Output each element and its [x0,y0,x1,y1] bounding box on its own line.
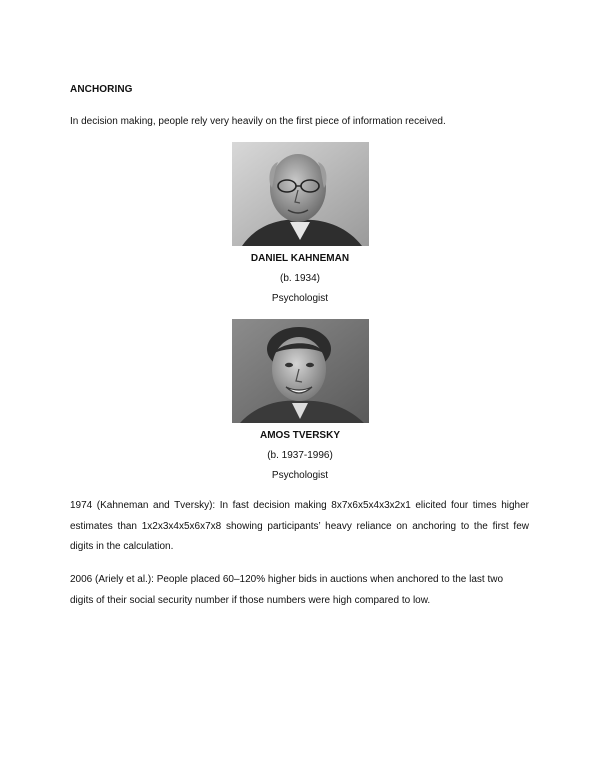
study-2006-paragraph: 2006 (Ariely et al.): People placed 60–120% higher bids in auctions when anchored to the last two digits of their social security number if those numbers were high compared to low. [70,574,504,606]
intro-text: In decision making, people rely very heavily on the first piece of information received. [70,116,446,127]
person-role: Psychologist [271,470,329,481]
person-role: Psychologist [271,293,329,304]
section-heading: ANCHORING [70,84,133,95]
person-years: (b. 1934) [279,273,321,284]
kahneman-caption [200,249,400,309]
person-name: DANIEL KAHNEMAN [250,253,350,264]
portrait-photo-icon [232,142,369,246]
person-years: (b. 1937-1996) [267,450,333,461]
portrait-photo-icon [232,319,369,423]
tversky-caption [200,426,400,486]
tversky-photo [232,319,369,423]
kahneman-photo [232,142,369,246]
study-1974-paragraph: 1974 (Kahneman and Tversky): In fast decision making 8x7x6x5x4x3x2x1 elicited four times higher estimates than 1x2x3x4x5x6x7x8 showing participants’ heavy reliance on anchoring to the first few digits in the calculation. [70,500,529,552]
person-name: AMOS TVERSKY [259,430,340,441]
